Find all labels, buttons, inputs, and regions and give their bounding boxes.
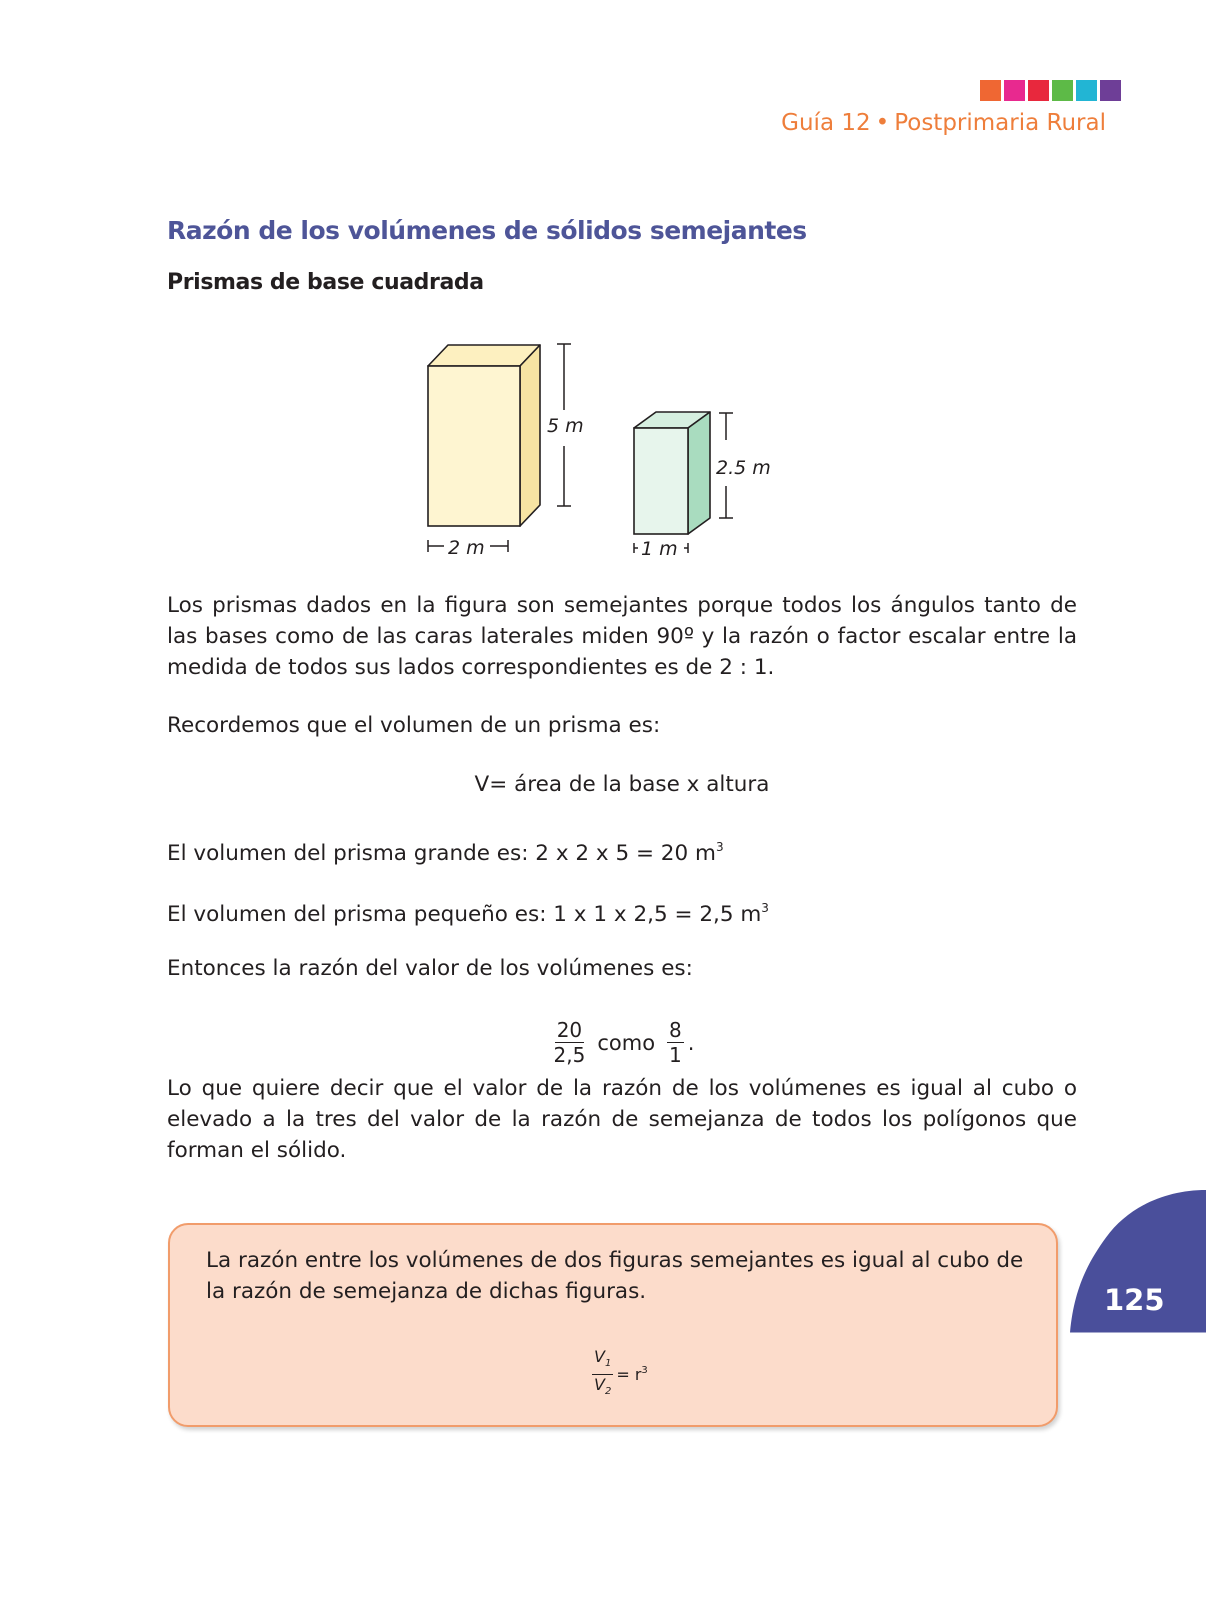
header-separator: • bbox=[875, 110, 890, 136]
formula-fraction bbox=[592, 1347, 613, 1402]
formula-numerator-sub: 1 bbox=[604, 1358, 612, 1370]
section-title: Razón de los volúmenes de sólidos semejantes bbox=[167, 216, 807, 245]
key-concept-box bbox=[168, 1223, 1058, 1427]
color-square-cyan bbox=[1076, 80, 1097, 101]
header-title bbox=[781, 110, 1106, 136]
large-volume-exponent: 3 bbox=[715, 840, 724, 854]
paragraph-large-volume bbox=[167, 832, 1077, 869]
small-prism-side bbox=[688, 412, 710, 534]
ratio-fractions bbox=[0, 1018, 1206, 1067]
small-volume-text: El volumen del prisma pequeño es: 1 x 1 x 2,5 = 2,5 m bbox=[167, 902, 762, 927]
prisms-figure bbox=[420, 340, 800, 580]
volume-formula: V= área de la base x altura bbox=[474, 772, 770, 797]
large-prism-front bbox=[428, 366, 520, 526]
paragraph-volume-recall: Recordemos que el volumen de un prisma es: bbox=[167, 713, 661, 738]
large-height-label: 5 m bbox=[547, 415, 584, 437]
large-prism bbox=[428, 345, 540, 526]
small-height-label: 2.5 m bbox=[716, 457, 771, 479]
paragraph-small-volume bbox=[167, 893, 1077, 930]
small-prism bbox=[634, 412, 710, 534]
guide-label: Guía 12 bbox=[781, 110, 871, 136]
color-square-purple bbox=[1100, 80, 1121, 101]
prisms-diagram bbox=[420, 340, 800, 580]
formula-rhs bbox=[616, 1365, 647, 1384]
fraction-numerator: 8 bbox=[669, 1018, 682, 1042]
formula-numerator-base: V bbox=[594, 1347, 605, 1366]
color-square-orange bbox=[980, 80, 1001, 101]
formula-denominator bbox=[592, 1375, 613, 1402]
formula-rhs-exponent: 3 bbox=[641, 1365, 648, 1377]
subsection-title: Prismas de base cuadrada bbox=[167, 270, 484, 295]
formula-denominator-sub: 2 bbox=[604, 1386, 612, 1398]
formula-rhs-base: = r bbox=[616, 1365, 642, 1385]
key-concept-text: La razón entre los volúmenes de dos figuras semejantes es igual al cubo de la razón de semejanza de dichas figuras. bbox=[206, 1248, 1024, 1304]
fraction-denominator: 1 bbox=[669, 1043, 682, 1067]
color-squares bbox=[980, 80, 1121, 101]
volume-ratio-formula bbox=[592, 1347, 648, 1402]
program-label: Postprimaria Rural bbox=[894, 110, 1106, 136]
color-square-green bbox=[1052, 80, 1073, 101]
small-width-label: 1 m bbox=[641, 538, 678, 560]
large-volume-text: El volumen del prisma grande es: 2 x 2 x 5 = 20 m bbox=[167, 841, 716, 866]
paragraph-similar-prisms: Los prismas dados en la figura son semejantes porque todos los ángulos tanto de las bases como de las caras laterales miden 90º y la razón o factor escalar entre la medida de todos sus lados correspondientes es de 2 : 1. bbox=[167, 593, 1077, 680]
fraction-8-over-1 bbox=[667, 1018, 684, 1067]
page-number-blob bbox=[1070, 1190, 1206, 1340]
color-square-red bbox=[1028, 80, 1049, 101]
color-square-pink bbox=[1004, 80, 1025, 101]
como-word: como bbox=[597, 1030, 656, 1055]
large-prism-side bbox=[520, 345, 540, 526]
large-width-label: 2 m bbox=[448, 537, 485, 559]
fraction-numerator: 20 bbox=[556, 1018, 583, 1042]
formula-numerator bbox=[592, 1347, 613, 1375]
fraction-20-over-2-5 bbox=[552, 1018, 588, 1067]
fraction-denominator: 2,5 bbox=[553, 1043, 586, 1067]
small-volume-exponent: 3 bbox=[761, 901, 769, 915]
formula-denominator-base: V bbox=[594, 1375, 605, 1395]
paragraph-volume-ratio: Entonces la razón del valor de los volúmenes es: bbox=[167, 956, 693, 981]
small-prism-front bbox=[634, 428, 688, 534]
paragraph-cube-conclusion: Lo que quiere decir que el valor de la razón de los volúmenes es igual al cubo o elevado a la tres del valor de la razón de semejanza de todos los polígonos que forman el sólido. bbox=[167, 1076, 1077, 1163]
fraction-period: . bbox=[687, 1030, 695, 1055]
page-number: 125 bbox=[1104, 1283, 1165, 1317]
